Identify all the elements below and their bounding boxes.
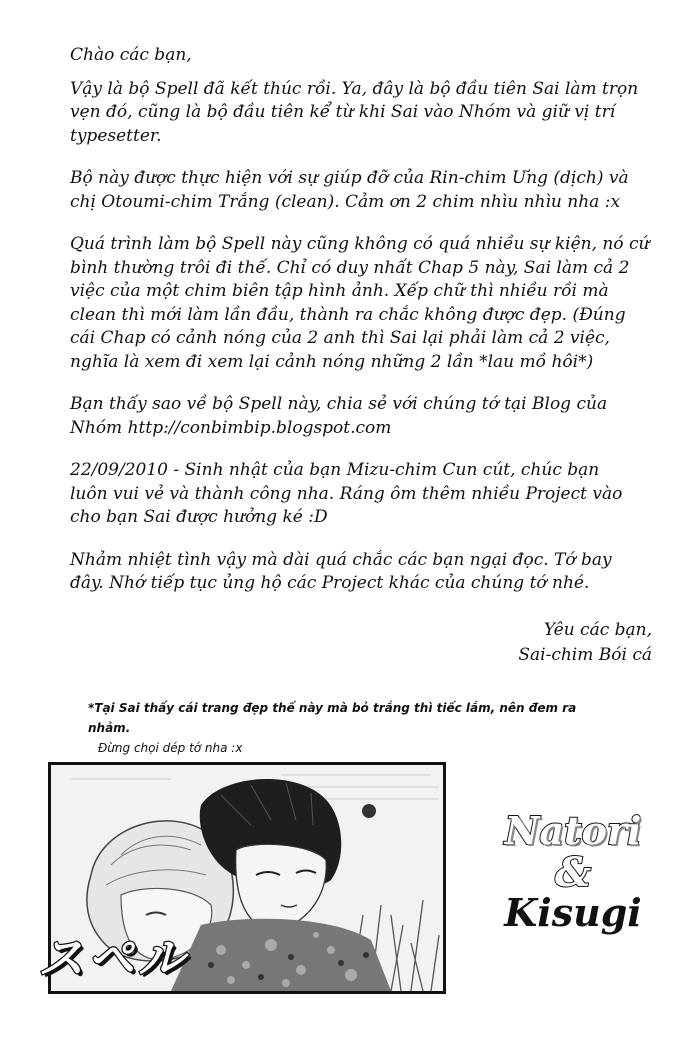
signature-line-1: Yêu các bạn, <box>543 620 652 640</box>
character-name-1: Natori <box>504 808 642 853</box>
character-name-2: Kisugi <box>504 890 642 935</box>
letter-paragraph-1: Vậy là bộ Spell đã kết thúc rồi. Ya, đây là bộ đầu tiên Sai làm trọn vẹn đó, cũng là bộ đầu tiên kể từ khi Sai vào Nhóm và giữ vị trí typesetter. <box>70 78 639 146</box>
footnote-line-2: Đừng chọi dép tớ nha :x <box>98 741 243 755</box>
signature-line-2: Sai-chim Bói cá <box>518 645 652 665</box>
footnote-line-1: *Tại Sai thấy cái trang đẹp thế này mà bỏ trắng thì tiếc lắm, nên đem ra nhảm. <box>88 701 577 735</box>
letter-greeting: Chào các bạn, <box>70 45 192 65</box>
moon-icon <box>362 804 376 818</box>
letter-paragraph-4: Bạn thấy sao về bộ Spell này, chia sẻ với chúng tớ tại Blog của Nhóm http://conbimbip.blogspot.com <box>70 394 608 438</box>
series-logo: スペル <box>38 931 188 985</box>
footnote <box>88 698 608 758</box>
letter-paragraph-3: Quá trình làm bộ Spell này cũng không có quá nhiều sự kiện, nó cứ bình thường trôi đi thế. Chỉ có duy nhất Chap 5 này, Sai làm cả 2 việc của một chim biên tập hình ảnh. Xếp chữ thì nhiều rồi mà clean thì mới làm lần đầu, thành ra chắc không được đẹp. (Đúng cái Chap có cảnh nóng của 2 anh thì Sai lại phải làm cả 2 việc, nghĩa là xem đi xem lại cảnh nóng những 2 lần *lau mồ hôi*) <box>70 234 650 372</box>
ampersand: & <box>554 849 592 896</box>
letter-paragraph-6: Nhảm nhiệt tình vậy mà dài quá chắc các bạn ngại đọc. Tớ bay đây. Nhớ tiếp tục ủng hộ các Project khác của chúng tớ nhé. <box>70 549 612 593</box>
letter-body <box>70 44 670 615</box>
character-names <box>468 808 678 935</box>
letter-paragraph-5: 22/09/2010 - Sinh nhật của bạn Mizu-chim Cun cút, chúc bạn luôn vui vẻ và thành công nha. Ráng ôm thêm nhiều Project vào cho bạn Sai được hưởng ké :D <box>70 460 623 527</box>
signature <box>440 618 652 668</box>
letter-paragraph-2: Bộ này được thực hiện với sự giúp đỡ của Rin-chim Ưng (dịch) và chị Otoumi-chim Trắng (clean). Cảm ơn 2 chim nhìu nhìu nha :x <box>70 168 629 212</box>
